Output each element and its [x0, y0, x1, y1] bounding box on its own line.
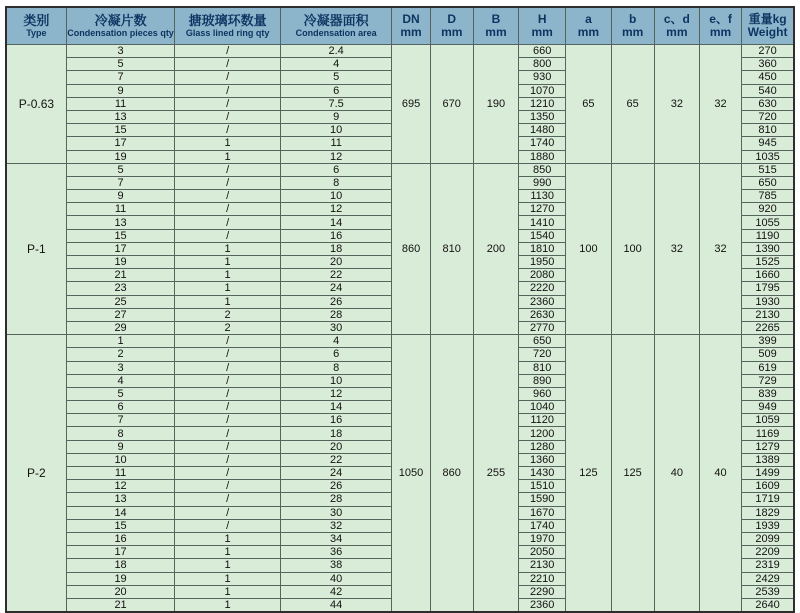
weight-cell: 1719: [742, 493, 794, 506]
pieces-cell: 7: [66, 176, 175, 189]
h-cell: 720: [519, 348, 566, 361]
area-cell: 18: [280, 427, 392, 440]
rings-cell: /: [175, 229, 281, 242]
h-cell: 1810: [519, 242, 566, 255]
table-row: [6, 335, 794, 348]
ef-cell: 32: [699, 163, 741, 334]
h-cell: 1350: [519, 110, 566, 123]
pieces-cell: 8: [66, 427, 175, 440]
area-cell: 42: [280, 585, 392, 598]
rings-cell: /: [175, 361, 281, 374]
area-cell: 10: [280, 374, 392, 387]
area-cell: 18: [280, 242, 392, 255]
area-cell: 28: [280, 493, 392, 506]
pieces-cell: 17: [66, 242, 175, 255]
column-header-3: [280, 7, 392, 45]
pieces-cell: 17: [66, 546, 175, 559]
rings-cell: /: [175, 519, 281, 532]
h-cell: 1540: [519, 229, 566, 242]
area-cell: 30: [280, 506, 392, 519]
area-cell: 8: [280, 176, 392, 189]
rings-cell: /: [175, 401, 281, 414]
area-cell: 12: [280, 387, 392, 400]
weight-cell: 720: [742, 110, 794, 123]
weight-cell: 1059: [742, 414, 794, 427]
column-header-12: [742, 7, 794, 45]
rings-cell: /: [175, 110, 281, 123]
pieces-cell: 18: [66, 559, 175, 572]
weight-cell: 399: [742, 335, 794, 348]
h-cell: 2130: [519, 559, 566, 572]
type-cell: P-1: [6, 163, 66, 334]
column-header-1: [66, 7, 175, 45]
h-cell: 960: [519, 387, 566, 400]
header-label-zh: DN: [402, 11, 420, 26]
area-cell: 24: [280, 467, 392, 480]
weight-cell: 1499: [742, 467, 794, 480]
pieces-cell: 12: [66, 480, 175, 493]
header-label-en: Weight: [747, 24, 788, 39]
weight-cell: 2099: [742, 532, 794, 545]
area-cell: 10: [280, 124, 392, 137]
h-cell: 1270: [519, 203, 566, 216]
area-cell: 14: [280, 216, 392, 229]
header-label-en: mm: [577, 24, 600, 39]
header-label-zh: 冷凝器面积: [303, 12, 369, 28]
pieces-cell: 5: [66, 163, 175, 176]
pieces-cell: 11: [66, 203, 175, 216]
rings-cell: /: [175, 190, 281, 203]
a-cell: 100: [566, 163, 611, 334]
h-cell: 1950: [519, 256, 566, 269]
h-cell: 1360: [519, 453, 566, 466]
pieces-cell: 15: [66, 124, 175, 137]
pieces-cell: 21: [66, 598, 175, 612]
rings-cell: /: [175, 124, 281, 137]
area-cell: 26: [280, 295, 392, 308]
area-cell: 10: [280, 190, 392, 203]
b2-cell: 100: [611, 163, 654, 334]
area-cell: 16: [280, 414, 392, 427]
pieces-cell: 21: [66, 269, 175, 282]
pieces-cell: 4: [66, 374, 175, 387]
weight-cell: 2539: [742, 585, 794, 598]
header-label-en: Condensation area: [295, 27, 377, 38]
weight-cell: 650: [742, 176, 794, 189]
rings-cell: /: [175, 84, 281, 97]
rings-cell: 1: [175, 282, 281, 295]
header-label-en: mm: [485, 24, 507, 39]
pieces-cell: 19: [66, 256, 175, 269]
pieces-cell: 20: [66, 585, 175, 598]
pieces-cell: 23: [66, 282, 175, 295]
rings-cell: /: [175, 335, 281, 348]
pieces-cell: 25: [66, 295, 175, 308]
column-header-4: [392, 7, 430, 45]
rings-cell: /: [175, 414, 281, 427]
header-label-zh: a: [585, 11, 592, 26]
pieces-cell: 11: [66, 97, 175, 110]
weight-cell: 949: [742, 401, 794, 414]
h-cell: 2360: [519, 598, 566, 612]
rings-cell: 1: [175, 598, 281, 612]
weight-cell: 2209: [742, 546, 794, 559]
weight-cell: 785: [742, 190, 794, 203]
area-cell: 20: [280, 440, 392, 453]
b2-cell: 65: [611, 45, 654, 164]
header-label-zh: e、f: [709, 11, 732, 26]
weight-cell: 1279: [742, 440, 794, 453]
h-cell: 1880: [519, 150, 566, 163]
header-label-en: mm: [709, 24, 732, 39]
h-cell: 2220: [519, 282, 566, 295]
header-label-zh: B: [491, 11, 501, 26]
header-label-zh: H: [537, 11, 547, 26]
header-label-zh: 类别: [23, 12, 50, 28]
area-cell: 32: [280, 519, 392, 532]
pieces-cell: 5: [66, 387, 175, 400]
rings-cell: /: [175, 216, 281, 229]
header-label-en: Type: [26, 27, 47, 38]
weight-cell: 729: [742, 374, 794, 387]
weight-cell: 540: [742, 84, 794, 97]
weight-cell: 1390: [742, 242, 794, 255]
weight-cell: 1939: [742, 519, 794, 532]
header-label-en: mm: [531, 24, 553, 39]
h-cell: 1740: [519, 519, 566, 532]
b-cell: 255: [473, 335, 518, 612]
area-cell: 34: [280, 532, 392, 545]
weight-cell: 630: [742, 97, 794, 110]
h-cell: 2290: [519, 585, 566, 598]
h-cell: 850: [519, 163, 566, 176]
area-cell: 16: [280, 229, 392, 242]
h-cell: 1480: [519, 124, 566, 137]
table-row: [6, 45, 794, 58]
h-cell: 1430: [519, 467, 566, 480]
header-label-zh: 重量kg: [748, 11, 787, 26]
pieces-cell: 13: [66, 216, 175, 229]
area-cell: 9: [280, 110, 392, 123]
type-cell: P-0.63: [6, 45, 66, 164]
pieces-cell: 5: [66, 58, 175, 71]
area-cell: 20: [280, 256, 392, 269]
d-cell: 810: [430, 163, 473, 334]
area-cell: 26: [280, 480, 392, 493]
pieces-cell: 16: [66, 532, 175, 545]
rings-cell: /: [175, 506, 281, 519]
column-header-0: [6, 7, 66, 45]
ef-cell: 40: [699, 335, 741, 612]
weight-cell: 839: [742, 387, 794, 400]
rings-cell: 1: [175, 150, 281, 163]
rings-cell: 1: [175, 546, 281, 559]
h-cell: 1510: [519, 480, 566, 493]
rings-cell: /: [175, 71, 281, 84]
header-label-zh: D: [447, 11, 457, 26]
pieces-cell: 3: [66, 45, 175, 58]
header-label-zh: b: [628, 11, 637, 26]
weight-cell: 2429: [742, 572, 794, 585]
rings-cell: /: [175, 453, 281, 466]
a-cell: 125: [566, 335, 611, 612]
h-cell: 990: [519, 176, 566, 189]
pieces-cell: 9: [66, 190, 175, 203]
weight-cell: 1609: [742, 480, 794, 493]
rings-cell: 1: [175, 137, 281, 150]
area-cell: 28: [280, 308, 392, 321]
h-cell: 650: [519, 335, 566, 348]
rings-cell: /: [175, 348, 281, 361]
area-cell: 7.5: [280, 97, 392, 110]
weight-cell: 2319: [742, 559, 794, 572]
dn-cell: 695: [392, 45, 430, 164]
h-cell: 1410: [519, 216, 566, 229]
area-cell: 44: [280, 598, 392, 612]
area-cell: 5: [280, 71, 392, 84]
area-cell: 22: [280, 269, 392, 282]
header-label-en: mm: [441, 24, 463, 39]
rings-cell: /: [175, 427, 281, 440]
area-cell: 12: [280, 203, 392, 216]
rings-cell: 1: [175, 242, 281, 255]
ef-cell: 32: [699, 45, 741, 164]
pieces-cell: 27: [66, 308, 175, 321]
pieces-cell: 9: [66, 84, 175, 97]
table-body: [6, 45, 794, 613]
h-cell: 2050: [519, 546, 566, 559]
rings-cell: 1: [175, 256, 281, 269]
rings-cell: /: [175, 176, 281, 189]
weight-cell: 360: [742, 58, 794, 71]
cd-cell: 40: [654, 335, 699, 612]
h-cell: 930: [519, 71, 566, 84]
weight-cell: 1660: [742, 269, 794, 282]
h-cell: 800: [519, 58, 566, 71]
weight-cell: 1930: [742, 295, 794, 308]
b-cell: 190: [473, 45, 518, 164]
rings-cell: /: [175, 387, 281, 400]
pieces-cell: 19: [66, 150, 175, 163]
weight-cell: 1829: [742, 506, 794, 519]
rings-cell: 1: [175, 559, 281, 572]
area-cell: 36: [280, 546, 392, 559]
column-header-10: [654, 7, 699, 45]
h-cell: 1070: [519, 84, 566, 97]
pieces-cell: 29: [66, 321, 175, 334]
rings-cell: /: [175, 97, 281, 110]
area-cell: 30: [280, 321, 392, 334]
weight-cell: 509: [742, 348, 794, 361]
column-header-5: [430, 7, 473, 45]
area-cell: 24: [280, 282, 392, 295]
pieces-cell: 9: [66, 440, 175, 453]
h-cell: 1740: [519, 137, 566, 150]
rings-cell: 2: [175, 321, 281, 334]
h-cell: 1590: [519, 493, 566, 506]
rings-cell: /: [175, 480, 281, 493]
h-cell: 2210: [519, 572, 566, 585]
h-cell: 1130: [519, 190, 566, 203]
rings-cell: 1: [175, 585, 281, 598]
weight-cell: 270: [742, 45, 794, 58]
column-header-2: [175, 7, 281, 45]
weight-cell: 2640: [742, 598, 794, 612]
header-label-en: mm: [400, 24, 422, 39]
area-cell: 14: [280, 401, 392, 414]
header-label-en: mm: [666, 24, 688, 39]
table-header-row: [6, 7, 794, 45]
b2-cell: 125: [611, 335, 654, 612]
weight-cell: 1795: [742, 282, 794, 295]
rings-cell: /: [175, 493, 281, 506]
pieces-cell: 2: [66, 348, 175, 361]
weight-cell: 1035: [742, 150, 794, 163]
table-row: [6, 163, 794, 176]
column-header-9: [611, 7, 654, 45]
header-label-en: mm: [621, 24, 644, 39]
rings-cell: 1: [175, 269, 281, 282]
pieces-cell: 14: [66, 506, 175, 519]
h-cell: 1200: [519, 427, 566, 440]
h-cell: 2630: [519, 308, 566, 321]
pieces-cell: 19: [66, 572, 175, 585]
weight-cell: 1169: [742, 427, 794, 440]
weight-cell: 1055: [742, 216, 794, 229]
rings-cell: /: [175, 45, 281, 58]
d-cell: 670: [430, 45, 473, 164]
pieces-cell: 1: [66, 335, 175, 348]
area-cell: 11: [280, 137, 392, 150]
area-cell: 6: [280, 348, 392, 361]
h-cell: 1280: [519, 440, 566, 453]
area-cell: 4: [280, 58, 392, 71]
column-header-11: [699, 7, 741, 45]
weight-cell: 450: [742, 71, 794, 84]
h-cell: 2770: [519, 321, 566, 334]
weight-cell: 2265: [742, 321, 794, 334]
area-cell: 22: [280, 453, 392, 466]
pieces-cell: 17: [66, 137, 175, 150]
weight-cell: 515: [742, 163, 794, 176]
area-cell: 38: [280, 559, 392, 572]
d-cell: 860: [430, 335, 473, 612]
weight-cell: 1190: [742, 229, 794, 242]
h-cell: 1210: [519, 97, 566, 110]
cd-cell: 32: [654, 45, 699, 164]
cd-cell: 32: [654, 163, 699, 334]
pieces-cell: 15: [66, 519, 175, 532]
area-cell: 4: [280, 335, 392, 348]
h-cell: 810: [519, 361, 566, 374]
area-cell: 2.4: [280, 45, 392, 58]
column-header-8: [566, 7, 611, 45]
pieces-cell: 7: [66, 71, 175, 84]
weight-cell: 920: [742, 203, 794, 216]
pieces-cell: 3: [66, 361, 175, 374]
rings-cell: /: [175, 203, 281, 216]
rings-cell: /: [175, 467, 281, 480]
rings-cell: 1: [175, 532, 281, 545]
h-cell: 1120: [519, 414, 566, 427]
area-cell: 6: [280, 84, 392, 97]
weight-cell: 619: [742, 361, 794, 374]
header-label-zh: 搪玻璃环数量: [188, 12, 267, 28]
weight-cell: 1525: [742, 256, 794, 269]
rings-cell: /: [175, 374, 281, 387]
column-header-7: [519, 7, 566, 45]
rings-cell: 1: [175, 295, 281, 308]
pieces-cell: 13: [66, 110, 175, 123]
header-label-en: Condensation pieces qty: [67, 27, 174, 38]
weight-cell: 810: [742, 124, 794, 137]
h-cell: 2080: [519, 269, 566, 282]
header-label-zh: 冷凝片数: [94, 12, 147, 28]
rings-cell: 1: [175, 572, 281, 585]
header-label-zh: c、d: [663, 11, 690, 26]
weight-cell: 2130: [742, 308, 794, 321]
column-header-6: [473, 7, 518, 45]
rings-cell: /: [175, 440, 281, 453]
area-cell: 12: [280, 150, 392, 163]
condenser-spec-table: [5, 6, 795, 613]
h-cell: 890: [519, 374, 566, 387]
rings-cell: /: [175, 163, 281, 176]
dn-cell: 1050: [392, 335, 430, 612]
type-cell: P-2: [6, 335, 66, 612]
b-cell: 200: [473, 163, 518, 334]
rings-cell: /: [175, 58, 281, 71]
pieces-cell: 10: [66, 453, 175, 466]
dn-cell: 860: [392, 163, 430, 334]
pieces-cell: 6: [66, 401, 175, 414]
h-cell: 1970: [519, 532, 566, 545]
h-cell: 2360: [519, 295, 566, 308]
pieces-cell: 15: [66, 229, 175, 242]
h-cell: 1040: [519, 401, 566, 414]
pieces-cell: 11: [66, 467, 175, 480]
h-cell: 660: [519, 45, 566, 58]
pieces-cell: 7: [66, 414, 175, 427]
h-cell: 1670: [519, 506, 566, 519]
area-cell: 40: [280, 572, 392, 585]
header-label-en: Glass lined ring qty: [185, 27, 270, 38]
pieces-cell: 13: [66, 493, 175, 506]
area-cell: 6: [280, 163, 392, 176]
weight-cell: 1389: [742, 453, 794, 466]
weight-cell: 945: [742, 137, 794, 150]
rings-cell: 2: [175, 308, 281, 321]
a-cell: 65: [566, 45, 611, 164]
area-cell: 8: [280, 361, 392, 374]
